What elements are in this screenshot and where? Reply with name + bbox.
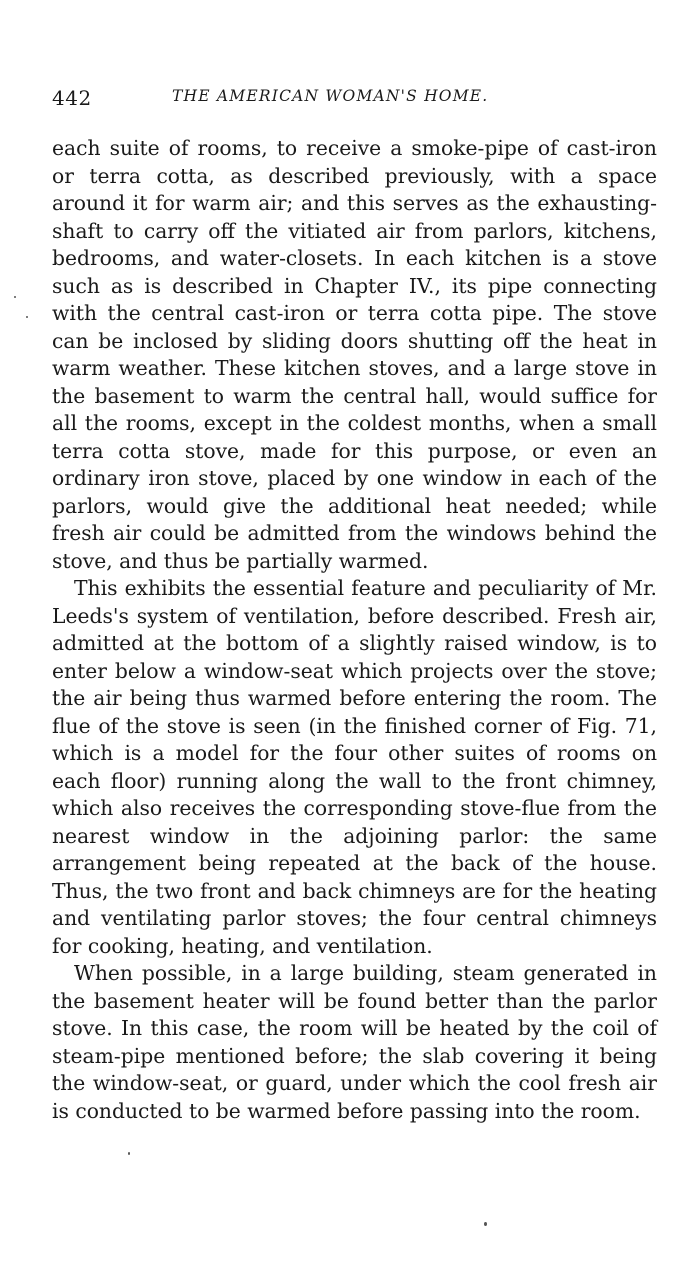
scan-speck bbox=[484, 1222, 487, 1226]
scan-speck bbox=[26, 316, 28, 318]
paragraph: When possible, in a large building, steam generated in the basement heater will be found better than the parlor stove. In this case, the room will be heated by the coil of steam-pipe mentioned before; the slab covering it being the window-seat, or guard, under which the cool fresh air is conducted to be warmed before passing into the room. bbox=[52, 961, 657, 1123]
scan-speck bbox=[14, 296, 16, 298]
page-number: 442 bbox=[52, 86, 92, 110]
scan-speck bbox=[128, 1152, 130, 1155]
page-header bbox=[52, 86, 657, 112]
paragraph: This exhibits the essential feature and peculiarity of Mr. Leeds's system of ventilation, before described. Fresh air, admitted at the bottom of a slightly raised window, is to enter below a window-seat which projects over the stove; the air being thus warmed before entering the room. The flue of the stove is seen (in the finished corner of Fig. 71, which is a model for the four other suites of rooms on each floor) running along the wall to the front chimney, which also receives the corresponding stove-flue from the nearest window in the adjoining parlor: the same arrangement being repeated at the back of the house. Thus, the two front and back chimneys are for the heating and ventilating parlor stoves; the four central chimneys for cooking, heating, and ventilation. bbox=[52, 576, 657, 958]
paragraph: each suite of rooms, to receive a smoke-pipe of cast-iron or terra cotta, as described previously, with a space around it for warm air; and this serves as the exhausting-shaft to carry off the vitiated air from parlors, kitchens, bedrooms, and water-closets. In each kitchen is a stove such as is described in Chapter IV., its pipe connecting with the central cast-iron or terra cotta pipe. The stove can be inclosed by sliding doors shutting off the heat in warm weather. These kitchen stoves, and a large stove in the basement to warm the central hall, would suffice for all the rooms, except in the coldest months, when a small terra cotta stove, made for this purpose, or even an ordinary iron stove, placed by one window in each of the parlors, would give the additional heat needed; while fresh air could be admitted from the windows behind the stove, and thus be partially warmed. bbox=[52, 136, 657, 573]
running-title: THE AMERICAN WOMAN'S HOME. bbox=[172, 87, 489, 105]
body-text bbox=[52, 135, 657, 1125]
